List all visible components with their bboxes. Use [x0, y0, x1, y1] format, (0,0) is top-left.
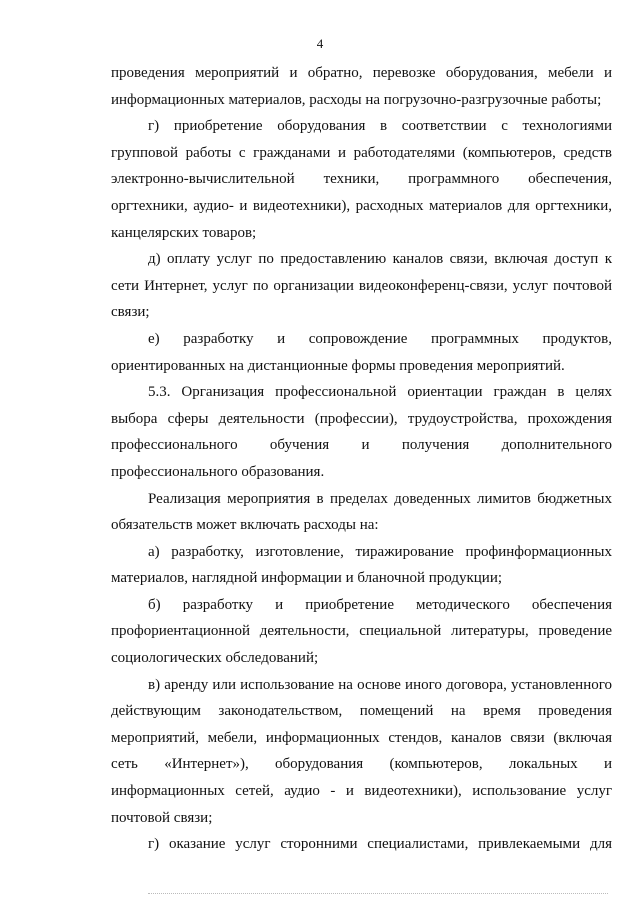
body-text [111, 60, 612, 858]
footer-divider [148, 893, 608, 894]
text-line: материалов, наглядной информации и бланочной продукции; [111, 570, 503, 587]
text-line: ориентированных на дистанционные формы проведения мероприятий. [111, 357, 565, 374]
text-line: мероприятий, мебели, информационных стендов, каналов связи (включая [111, 729, 612, 746]
text-line: е) разработку и сопровождение программных продуктов, [148, 330, 612, 347]
text-line: информационных сетей, аудио - и видеотехники), использование услуг [111, 783, 612, 800]
text-line: профориентационной деятельности, специальной литературы, проведение [111, 623, 612, 640]
text-line: б) разработку и приобретение методического обеспечения [148, 596, 612, 613]
text-line: а) разработку, изготовление, тиражирование профинформационных [148, 543, 612, 560]
text-line: почтовой связи; [111, 809, 213, 826]
text-line: действующим законодательством, помещений на время проведения [111, 703, 612, 720]
text-line: информационных материалов, расходы на погрузочно-разгрузочные работы; [111, 91, 602, 108]
page-number: 4 [316, 36, 324, 51]
text-line: сети Интернет, услуг по организации видеоконференц-связи, услуг почтовой [111, 277, 612, 294]
text-line: сеть «Интернет»), оборудования (компьютеров, локальных и [111, 756, 612, 773]
text-line: проведения мероприятий и обратно, перевозке оборудования, мебели и [111, 65, 612, 81]
text-line: Реализация мероприятия в пределах доведенных лимитов бюджетных [148, 490, 612, 507]
text-line: профессионального образования. [111, 463, 325, 480]
text-line: групповой работы с гражданами и работодателями (компьютеров, средств [111, 144, 612, 161]
text-line: электронно-вычислительной техники, программного обеспечения, [111, 171, 612, 188]
text-line: социологических обследований; [111, 650, 319, 667]
text-line: профессионального обучения и получения дополнительного [111, 437, 612, 454]
text-line: в) аренду или использование на основе иного договора, установленного [148, 676, 612, 693]
text-line: г) приобретение оборудования в соответствии с технологиями [148, 118, 612, 135]
text-line: оргтехники, аудио- и видеотехники), расходных материалов для оргтехники, [111, 197, 612, 214]
text-line: д) оплату услуг по предоставлению каналов связи, включая доступ к [148, 251, 612, 268]
text-line: связи; [111, 304, 150, 321]
text-line: обязательств может включать расходы на: [111, 517, 379, 534]
text-line: 5.3. Организация профессиональной ориентации граждан в целях [148, 384, 612, 401]
text-line: канцелярских товаров; [111, 224, 257, 241]
text-line: г) оказание услуг сторонними специалистами, привлекаемыми для [148, 836, 612, 853]
text-line: выбора сферы деятельности (профессии), трудоустройства, прохождения [111, 410, 612, 427]
